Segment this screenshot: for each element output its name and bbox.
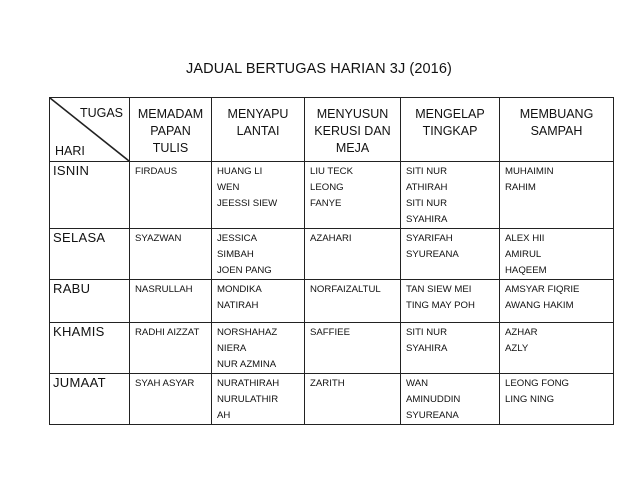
- student-name: HAQEEM: [505, 265, 547, 276]
- corner-header-cell: [50, 98, 130, 162]
- day-label: KHAMIS: [50, 323, 130, 374]
- student-name: TAN SIEW MEI: [406, 284, 472, 295]
- duty-cell: [401, 323, 500, 374]
- student-name: SYAHIRA: [406, 343, 448, 354]
- student-name: NURULATHIR: [217, 394, 279, 405]
- student-name: ALEX HII: [505, 233, 545, 244]
- student-name: JESSICA: [217, 233, 257, 244]
- student-name: MUHAIMIN: [505, 166, 554, 177]
- header-text: LANTAI: [236, 124, 280, 138]
- duty-cell: [401, 229, 500, 280]
- table-row: [50, 162, 614, 229]
- duty-cell: [305, 323, 401, 374]
- student-name: AMSYAR FIQRIE: [505, 284, 580, 295]
- student-name: SITI NUR: [406, 166, 448, 177]
- table-row: [50, 280, 614, 323]
- student-name: SYARIFAH: [406, 233, 453, 244]
- student-name: NORSHAHAZ: [217, 327, 278, 338]
- day-label: JUMAAT: [50, 374, 130, 425]
- student-name: AZAHARI: [310, 233, 352, 244]
- student-name: LING NING: [505, 394, 555, 405]
- header-row: [50, 98, 614, 162]
- student-name: FIRDAUS: [135, 166, 178, 177]
- duty-cell: [212, 229, 305, 280]
- student-name: NIERA: [217, 343, 247, 354]
- table-row: [50, 374, 614, 425]
- table-row: [50, 229, 614, 280]
- student-name: RADHI AIZZAT: [135, 327, 200, 338]
- student-name: AMINUDDIN: [406, 394, 461, 405]
- student-name: JEESSI SIEW: [217, 198, 278, 209]
- student-name: SYAH ASYAR: [135, 378, 195, 389]
- header-cell: [130, 98, 212, 162]
- day-label: ISNIN: [50, 162, 130, 229]
- student-name: NORFAIZALTUL: [310, 284, 381, 295]
- duty-cell: [500, 323, 614, 374]
- student-name: SITI NUR: [406, 327, 448, 338]
- header-text: MEMBUANG: [519, 107, 594, 121]
- header-text: TINGKAP: [422, 124, 478, 138]
- student-name: AZLY: [505, 343, 529, 354]
- header-text: MEJA: [335, 141, 370, 155]
- duty-cell: [212, 162, 305, 229]
- corner-label-tugas: TUGAS: [79, 106, 123, 120]
- header-cell: [401, 98, 500, 162]
- duty-cell: [130, 280, 212, 323]
- student-name: SAFFIEE: [310, 327, 350, 338]
- student-name: SYUREANA: [406, 249, 459, 260]
- header-text: MEMADAM: [137, 107, 204, 121]
- header-text: MENYAPU: [227, 107, 289, 121]
- duty-cell: [305, 162, 401, 229]
- header-cell: [500, 98, 614, 162]
- student-name: ZARITH: [310, 378, 345, 389]
- duty-cell: [130, 323, 212, 374]
- duty-roster-table: [49, 97, 614, 425]
- student-name: WAN: [406, 378, 429, 389]
- duty-cell: [305, 229, 401, 280]
- duty-cell: [401, 280, 500, 323]
- header-cell: [212, 98, 305, 162]
- student-name: SYAHIRA: [406, 214, 448, 225]
- student-name: HUANG LI: [217, 166, 263, 177]
- duty-cell: [212, 280, 305, 323]
- duty-cell: [305, 280, 401, 323]
- student-name: FANYE: [310, 198, 342, 209]
- duty-cell: [401, 374, 500, 425]
- duty-cell: [500, 280, 614, 323]
- duty-cell: [401, 162, 500, 229]
- student-name: SYAZWAN: [135, 233, 182, 244]
- duty-cell: [212, 374, 305, 425]
- table-row: [50, 323, 614, 374]
- student-name: ATHIRAH: [406, 182, 448, 193]
- header-text: MENGELAP: [415, 107, 485, 121]
- duty-cell: [130, 229, 212, 280]
- student-name: NUR AZMINA: [217, 359, 277, 370]
- duty-cell: [130, 374, 212, 425]
- student-name: SYUREANA: [406, 410, 459, 421]
- duty-cell: [130, 162, 212, 229]
- duty-cell: [212, 323, 305, 374]
- header-text: KERUSI DAN: [314, 124, 391, 138]
- student-name: SIMBAH: [217, 249, 254, 260]
- student-name: RAHIM: [505, 182, 536, 193]
- student-name: NURATHIRAH: [217, 378, 280, 389]
- student-name: AMIRUL: [505, 249, 542, 260]
- duty-cell: [305, 374, 401, 425]
- student-name: NATIRAH: [217, 300, 259, 311]
- student-name: MONDIKA: [217, 284, 262, 295]
- header-text: MENYUSUN: [316, 107, 389, 121]
- student-name: JOEN PANG: [217, 265, 272, 276]
- header-text: PAPAN: [150, 124, 191, 138]
- page-title: JADUAL BERTUGAS HARIAN 3J (2016): [186, 61, 452, 77]
- day-label: SELASA: [50, 229, 130, 280]
- student-name: AH: [217, 410, 231, 421]
- student-name: WEN: [217, 182, 240, 193]
- duty-cell: [500, 229, 614, 280]
- student-name: SITI NUR: [406, 198, 448, 209]
- day-label: RABU: [50, 280, 130, 323]
- corner-label-hari: HARI: [55, 144, 85, 158]
- student-name: LEONG FONG: [505, 378, 569, 389]
- header-text: SAMPAH: [530, 124, 583, 138]
- student-name: LEONG: [310, 182, 344, 193]
- student-name: TING MAY POH: [406, 300, 475, 311]
- student-name: AZHAR: [505, 327, 538, 338]
- header-text: TULIS: [152, 141, 189, 155]
- header-cell: [305, 98, 401, 162]
- duty-cell: [500, 162, 614, 229]
- student-name: NASRULLAH: [135, 284, 193, 295]
- student-name: AWANG HAKIM: [505, 300, 574, 311]
- student-name: LIU TECK: [310, 166, 354, 177]
- duty-cell: [500, 374, 614, 425]
